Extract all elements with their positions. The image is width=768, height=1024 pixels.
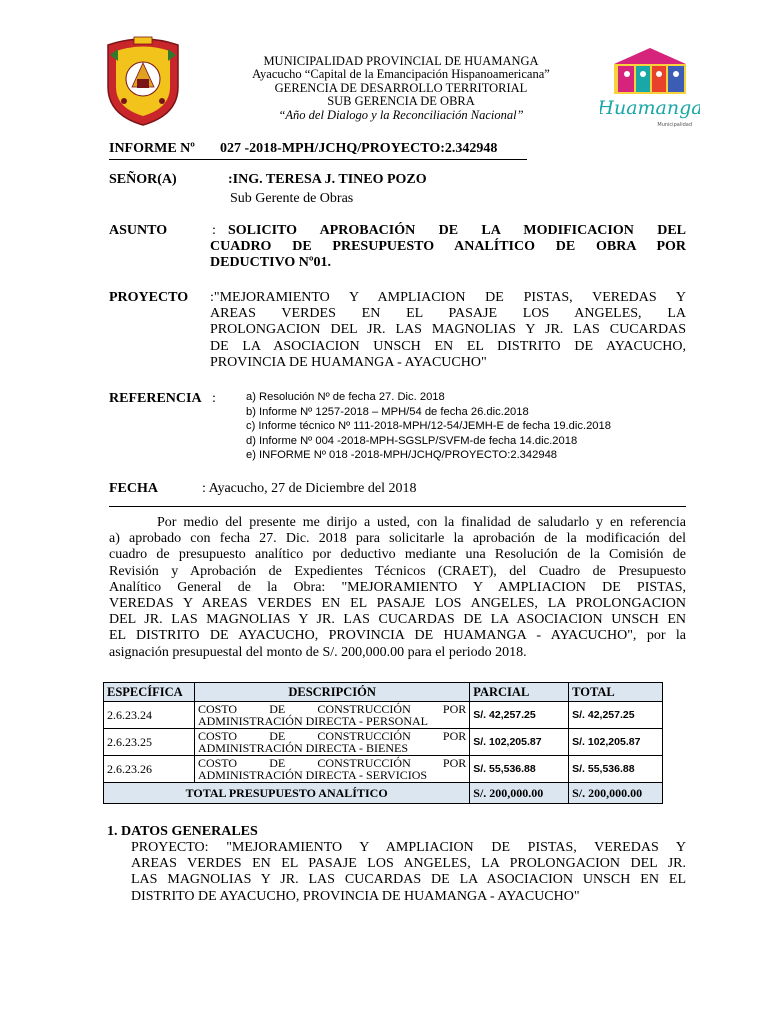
total-total: S/. 200,000.00 [569,783,663,804]
paragraph-line: Analítico General de la Obra: "MEJORAMIENTO Y AMPLIACION DE PISTAS, [109,579,686,595]
cell-parcial: S/. 55,536.88 [470,756,569,783]
cell-description [194,729,469,756]
body-paragraph [109,515,686,661]
fecha-value: : Ayacucho, 27 de Diciembre del 2018 [202,481,417,496]
proyecto-label: PROYECTO [109,290,189,305]
proyecto-text [210,290,686,371]
header-total: TOTAL [569,683,663,702]
cell-code: 2.6.23.26 [104,756,195,783]
paragraph-line: VEREDAS Y AREAS VERDES EN EL PASAJE LOS ANGELES, LA PROLONGACION [109,596,686,612]
letterhead-line-motto: Ayacucho “Capital de la Emancipación Hispanoamericana” [252,67,550,82]
senor-role: Sub Gerente de Obras [230,191,354,206]
cell-description [194,756,469,783]
letterhead-line-gerencia: GERENCIA DE DESARROLLO TERRITORIAL [274,80,528,95]
asunto-colon: : [212,223,216,238]
table-row [104,756,663,783]
datos-line: LAS MAGNOLIAS Y JR. LAS CUCARDAS DE LA ASOCIACION UNSCH EN EL [131,872,686,888]
letterhead-line-municipality: MUNICIPALIDAD PROVINCIAL DE HUAMANGA [263,54,539,68]
proyecto-line: AREAS VERDES EN EL PASAJE LOS ANGELES, LA [210,306,686,322]
header-descripcion: DESCRIPCIÓN [194,683,469,702]
total-label: TOTAL PRESUPUESTO ANALÍTICO [104,783,470,804]
referencia-item: a) Resolución Nº de fecha 27. Dic. 2018 [246,391,445,403]
proyecto-line: PROLONGACION DEL JR. LAS MAGNOLIAS Y JR. LAS CUCARDAS [210,322,686,338]
cell-total: S/. 55,536.88 [569,756,663,783]
referencia-list [246,390,611,463]
asunto-line: SOLICITO APROBACIÓN DE LA MODIFICACION DEL [228,223,686,238]
referencia-label: REFERENCIA [109,391,202,406]
asunto-text-cont [210,239,686,271]
municipal-seal-logo [104,35,182,127]
cell-total: S/. 102,205.87 [569,729,663,756]
paragraph-line: Por medio del presente me dirijo a usted, con la finalidad de saludarlo y en referencia [157,515,686,530]
informe-label: INFORME Nº [109,141,195,156]
paragraph-line: a) aprobado con fecha 27. Dic. 2018 para solicitarle la aprobación de la modificación del [109,531,686,547]
proyecto-line: PROVINCIA DE HUAMANGA - AYACUCHO" [210,354,487,370]
asunto-line: DEDUCTIVO Nº01. [210,255,332,271]
cell-description [194,702,469,729]
cell-parcial: S/. 42,257.25 [470,702,569,729]
header-especifica: ESPECÍFICA [104,683,195,702]
asunto-line: CUADRO DE PRESUPUESTO ANALÍTICO DE OBRA POR [210,239,686,254]
table-row [104,702,663,729]
description-line-1: COSTO DE CONSTRUCCIÓN POR [197,755,467,770]
description-line-1: COSTO DE CONSTRUCCIÓN POR [197,728,467,743]
datos-generales-text [131,840,686,905]
informe-number: 027 -2018-MPH/JCHQ/PROYECTO:2.342948 [220,141,498,156]
description-line-2: ADMINISTRACIÓN DIRECTA - BIENES [197,741,408,755]
asunto-text [228,223,686,239]
description-line-1: COSTO DE CONSTRUCCIÓN POR [197,701,467,716]
referencia-item: c) Informe técnico Nº 111-2018-MPH/12-54/JEMH-E de fecha 19.dic.2018 [246,420,611,432]
budget-table-header-row [104,683,663,702]
budget-table [103,682,663,804]
datos-line: DISTRITO DE AYACUCHO, PROVINCIA DE HUAMANGA - AYACUCHO" [131,888,580,904]
letterhead-line-subgerencia: SUB GERENCIA DE OBRA [327,94,475,109]
datos-line: PROYECTO: "MEJORAMIENTO Y AMPLIACION DE PISTAS, VEREDAS Y [131,840,686,855]
cell-code: 2.6.23.24 [104,702,195,729]
header-parcial: PARCIAL [470,683,569,702]
brand-logo-subtext: Municipalidad [657,122,692,128]
referencia-item: d) Informe Nº 004 -2018-MPH-SGSLP/SVFM-de fecha 14.dic.2018 [246,434,578,447]
total-parcial: S/. 200,000.00 [470,783,569,804]
paragraph-line: EL DISTRITO DE AYACUCHO, PROVINCIA DE HUAMANGA - AYACUCHO", por la [109,628,686,644]
referencia-item: b) Informe Nº 1257-2018 – MPH/54 de fecha 26.dic.2018 [246,405,529,418]
proyecto-line: DE LA ASOCIACION UNSCH EN EL DISTRITO DE AYACUCHO, [210,338,686,354]
fecha-label: FECHA [109,481,158,496]
letterhead-line-year-motto: “Año del Dialogo y la Reconciliación Nacional” [278,107,524,122]
cell-total: S/. 42,257.25 [569,702,663,729]
section-heading-datos-generales: 1. DATOS GENERALES [107,824,258,839]
description-line-2: ADMINISTRACIÓN DIRECTA - SERVICIOS [197,768,428,782]
paragraph-line: cuadro de presupuesto analítico por deductivo mediante una Resolución de la Comisión de [109,547,686,563]
paragraph-line: asignación presupuestal del monto de S/. 200,000.00 para el periodo 2018. [109,644,527,660]
brand-logo-wordmark: Huamanga [600,97,700,119]
budget-table-total-row [104,783,663,804]
description-line-2: ADMINISTRACIÓN DIRECTA - PERSONAL [197,714,428,728]
paragraph-line: DEL JR. LAS MAGNOLIAS Y JR. LAS CUCARDAS DE LA ASOCIACION UNSCH EN [109,612,686,628]
proyecto-line: :"MEJORAMIENTO Y AMPLIACION DE PISTAS, VEREDAS Y [210,290,686,305]
cell-code: 2.6.23.25 [104,729,195,756]
table-row [104,729,663,756]
referencia-item: e) INFORME Nº 018 -2018-MPH/JCHQ/PROYECTO:2.342948 [246,449,558,461]
paragraph-line: Revisión y Aprobación de Expedientes Técnicos (CRAET), del Cuadro de Presupuesto [109,563,686,579]
asunto-label: ASUNTO [109,223,168,238]
senor-name: :ING. TERESA J. TINEO POZO [228,172,427,187]
datos-line: AREAS VERDES EN EL PASAJE LOS ANGELES, LA PROLONGACION DEL JR. [131,856,686,872]
fecha-separator [109,506,686,507]
referencia-colon: : [212,391,216,406]
letterhead [196,55,606,122]
informe-underline [109,159,527,160]
senor-label: SEÑOR(A) [109,172,177,187]
huamanga-brand-logo [600,42,700,130]
cell-parcial: S/. 102,205.87 [470,729,569,756]
